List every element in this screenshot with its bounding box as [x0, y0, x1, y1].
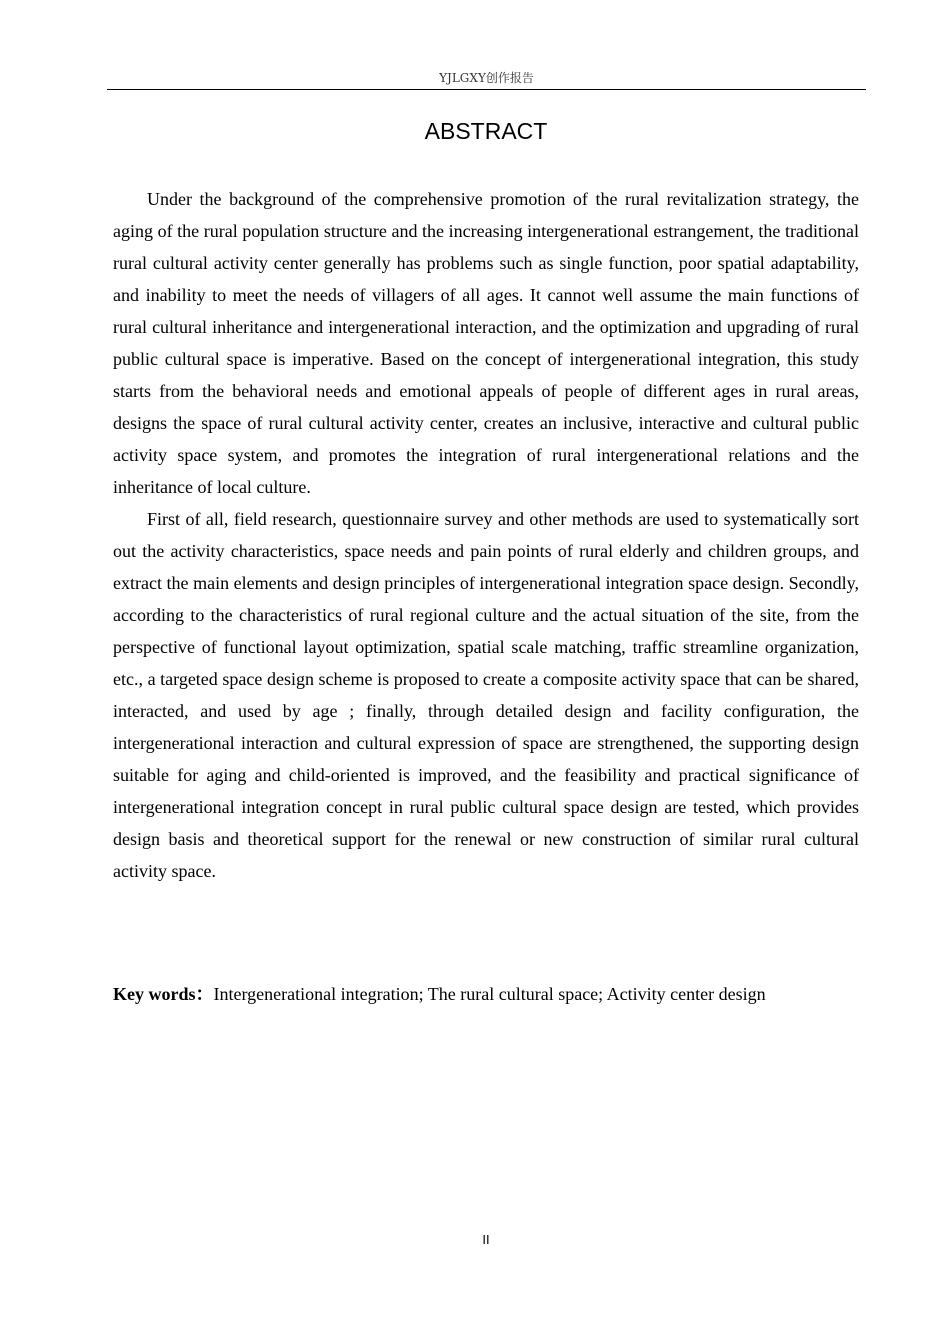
keywords-text: Intergenerational integration; The rural cultural space; Activity center design	[213, 984, 766, 1004]
abstract-title: ABSTRACT	[424, 118, 548, 144]
abstract-body	[113, 183, 859, 887]
page-header: YJLGXY创作报告	[107, 68, 866, 90]
keywords-label: Key words：	[113, 984, 214, 1004]
page-number: II	[482, 1232, 490, 1247]
abstract-paragraph-1: Under the background of the comprehensive promotion of the rural revitalization strategy, the aging of the rural population structure and the increasing intergenerational estrangement, the traditional rural cultural activity center generally has problems such as single function, poor spatial adaptability, and inability to meet the needs of villagers of all ages. It cannot well assume the main functions of rural cultural inheritance and intergenerational interaction, and the optimization and upgrading of rural public cultural space is imperative. Based on the concept of intergenerational integration, this study starts from the behavioral needs and emotional appeals of people of different ages in rural areas, designs the space of rural cultural activity center, creates an inclusive, interactive and cultural public activity space system, and promotes the integration of rural intergenerational relations and the inheritance of local culture.	[113, 189, 859, 497]
keywords-line	[113, 978, 859, 1010]
abstract-paragraph-2: First of all, field research, questionnaire survey and other methods are used to systematically sort out the activity characteristics, space needs and pain points of rural elderly and children groups, and extract the main elements and design principles of intergenerational integration space design. Secondly, according to the characteristics of rural regional culture and the actual situation of the site, from the perspective of functional layout optimization, spatial scale matching, traffic streamline organization, etc., a targeted space design scheme is proposed to create a composite activity space that can be shared, interacted, and used by age ; finally, through detailed design and facility configuration, the intergenerational interaction and cultural expression of space are strengthened, the supporting design suitable for aging and child-oriented is improved, and the feasibility and practical significance of intergenerational integration concept in rural public cultural space design are tested, which provides design basis and theoretical support for the renewal or new construction of similar rural cultural activity space.	[113, 509, 859, 881]
